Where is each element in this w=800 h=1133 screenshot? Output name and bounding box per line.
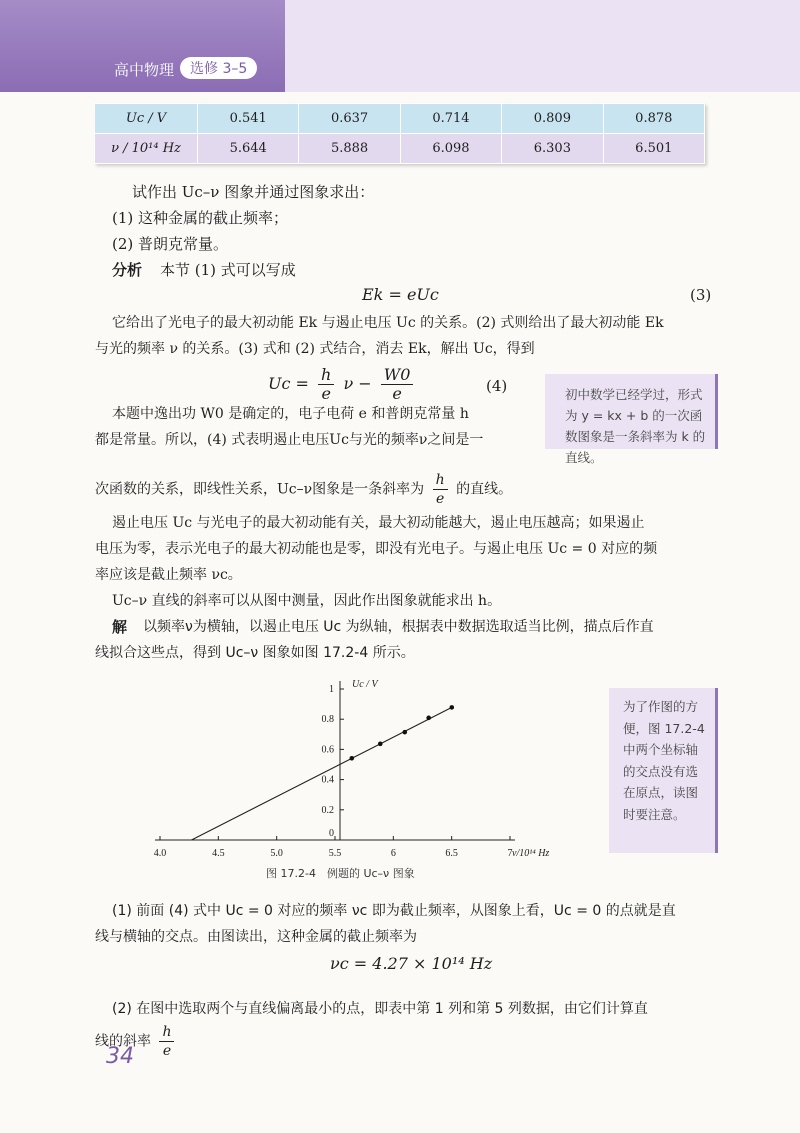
- numerator: W0: [381, 366, 414, 385]
- header-band-light: [285, 0, 800, 92]
- table-cell: 0.714: [400, 104, 501, 134]
- fraction-h-over-e: [159, 1023, 174, 1060]
- book-title: 高中物理: [114, 61, 175, 79]
- paragraph-3a: 遏止电压 Uc 与光电子的最大初动能有关，最大初动能越大，遏止电压越高；如果遏止: [112, 515, 645, 531]
- figure-caption: 图 17.2-4 例题的 Uc–ν 图象: [266, 867, 415, 880]
- y-tick-label: 0.6: [321, 744, 334, 756]
- paragraph-3b: 电压为零，表示光电子的最大初动能也是零，即没有光电子。与遏止电压 Uc = 0 对应的频: [95, 541, 658, 557]
- table-cell: 0.637: [299, 104, 400, 134]
- paragraph-2c: [95, 471, 512, 508]
- denominator: e: [435, 491, 445, 507]
- side-note-text: 初中数学已经学过，形式为 y = kx + b 的一次函数图象是一条斜率为 k 的直线。: [565, 387, 706, 465]
- table-row: [95, 134, 705, 164]
- x-tick-label: 6: [390, 848, 396, 859]
- side-note-text: 为了作图的方便，图 17.2-4 中两个坐标轴的交点没有选在原点，读图时要注意。: [623, 699, 705, 822]
- solution-text-b: 线拟合这些点，得到 Uc–ν 图象如图 17.2-4 所示。: [95, 645, 415, 661]
- paragraph-5b: 线与横轴的交点。由图读出，这种金属的截止频率为: [95, 929, 417, 945]
- table-cell: 5.644: [198, 134, 299, 164]
- solution-label: 解: [112, 618, 128, 636]
- equation-3: Ek = eUc: [362, 285, 439, 304]
- x-tick-label: 4.0: [153, 848, 167, 859]
- table-cell: 0.809: [502, 104, 603, 134]
- table-cell: 6.501: [603, 134, 704, 164]
- data-point: [449, 705, 454, 710]
- data-point: [402, 730, 407, 735]
- table-cell: 5.888: [299, 134, 400, 164]
- solution-text-a: 以频率ν为横轴，以遏止电压 Uc 为纵轴，根据表中数据选取适当比例，描点后作直: [143, 619, 654, 635]
- page-number: 34: [106, 1044, 134, 1069]
- question-1: (1) 这种金属的截止频率；: [112, 209, 289, 227]
- y-tick-label: 1: [329, 684, 334, 695]
- analysis-text: 本节 (1) 式可以写成: [160, 261, 296, 279]
- table-cell: 6.303: [502, 134, 603, 164]
- paragraph-3c: 率应该是截止频率 νc。: [95, 567, 242, 583]
- denominator: e: [392, 384, 402, 403]
- data-table: [94, 103, 705, 164]
- row-header: Uc / V: [95, 104, 198, 134]
- x-tick-label: 5.0: [270, 848, 283, 859]
- equation-3-number: (3): [690, 286, 712, 304]
- side-note-axis-origin: [609, 688, 718, 853]
- x-tick-label: 5.5: [328, 848, 342, 859]
- fraction-w0-over-e: [381, 366, 414, 403]
- paragraph-6b-text: 线的斜率: [95, 1033, 151, 1050]
- y-tick-label: 0.2: [321, 804, 334, 816]
- intro-text: 试作出 Uc–ν 图象并通过图象求出：: [132, 183, 375, 201]
- numerator: h: [318, 366, 334, 385]
- data-point: [350, 756, 355, 761]
- paragraph-5a: (1) 前面 (4) 式中 Uc = 0 对应的频率 νc 即为截止频率，从图象上看，Uc = 0 的点就是直: [112, 903, 676, 919]
- paragraph-1a: 它给出了光电子的最大初动能 Ek 与遏止电压 Uc 的关系。(2) 式则给出了最大初动能 Ek: [112, 315, 664, 331]
- paragraph-4: Uc–ν 直线的斜率可以从图中测量，因此作出图象就能求出 h。: [112, 593, 502, 609]
- x-tick-label: 7: [507, 848, 513, 859]
- eq4-nu: ν −: [343, 374, 372, 393]
- volume-badge: 选修 3–5: [180, 57, 257, 79]
- paragraph-2b: 都是常量。所以，(4) 式表明遏止电压Uc与光的频率ν之间是一: [95, 432, 484, 448]
- y-zero-label: 0: [329, 828, 334, 839]
- fraction-h-over-e: [318, 366, 334, 403]
- denominator: e: [321, 384, 331, 403]
- data-point: [378, 742, 383, 747]
- fraction-h-over-e: [433, 471, 448, 508]
- table-cell: 0.541: [198, 104, 299, 134]
- question-2: (2) 普朗克常量。: [112, 235, 229, 253]
- y-tick-label: 0.8: [321, 714, 334, 726]
- table-row: [95, 104, 705, 134]
- y-axis-label: Uc / V: [352, 679, 378, 690]
- x-axis-label: ν/10¹⁴ Hz: [512, 848, 550, 859]
- equation-4-number: (4): [486, 377, 508, 395]
- numerator: h: [433, 471, 448, 490]
- y-tick-label: 0.4: [321, 774, 334, 786]
- eq4-lhs: Uc =: [268, 374, 309, 393]
- side-note-linear-function: [545, 374, 718, 465]
- table-cell: 6.098: [400, 134, 501, 164]
- x-tick-label: 4.5: [212, 848, 225, 859]
- equation-4: [268, 366, 417, 403]
- analysis-label: 分析: [112, 261, 143, 279]
- paragraph-2c-end: 的直线。: [456, 481, 513, 498]
- numerator: h: [159, 1023, 174, 1042]
- paragraph-2c-text: 次函数的关系，即线性关系，Uc–ν图象是一条斜率为: [95, 481, 425, 498]
- table-cell: 0.878: [603, 104, 704, 134]
- x-tick-label: 6.5: [445, 848, 458, 859]
- denominator: e: [162, 1043, 172, 1059]
- data-point: [426, 716, 431, 721]
- equation-5: νc = 4.27 × 10¹⁴ Hz: [330, 954, 493, 973]
- paragraph-6a: (2) 在图中选取两个与直线偏离最小的点，即表中第 1 列和第 5 列数据，由它们计算直: [112, 1001, 648, 1017]
- paragraph-1b: 与光的频率 ν 的关系。(3) 式和 (2) 式结合，消去 Ek，解出 Uc，得到: [95, 341, 535, 357]
- uc-nu-chart: [140, 675, 580, 865]
- paragraph-2a: 本题中逸出功 W0 是确定的，电子电荷 e 和普朗克常量 h: [112, 406, 469, 422]
- row-header: ν / 10¹⁴ Hz: [95, 134, 198, 164]
